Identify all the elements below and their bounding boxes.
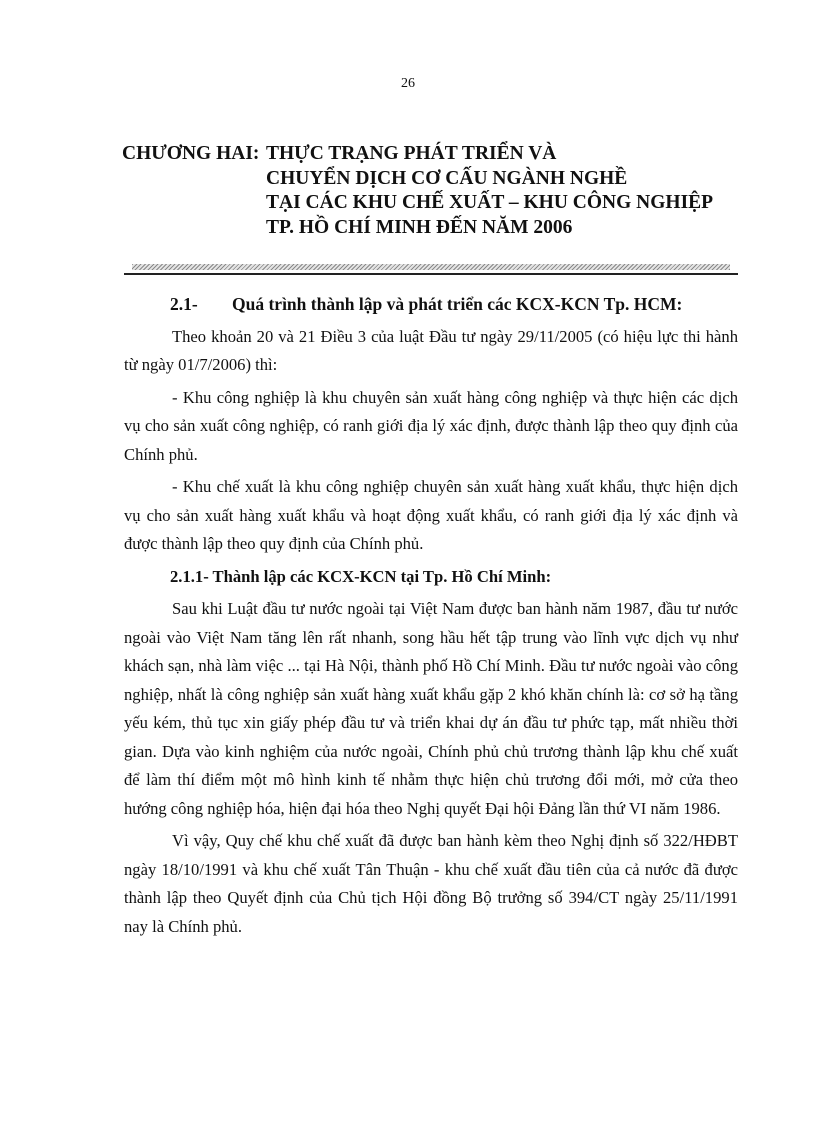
chapter-title [266, 142, 713, 240]
paragraph: Sau khi Luật đầu tư nước ngoài tại Việt Nam được ban hành năm 1987, đầu tư nước ngoài vào Việt Nam tăng lên rất nhanh, song hầu hết tập trung vào lĩnh vực dịch vụ như khách sạn, nhà làm việc ... tại Hà Nội, thành phố Hồ Chí Minh. Đầu tư nước ngoài vào công nghiệp, nhất là công nghiệp sản xuất hàng xuất khẩu gặp 2 khó khăn chính là: cơ sở hạ tầng yếu kém, thủ tục xin giấy phép đầu tư và triển khai dự án đầu tư phức tạp, mất nhiều thời gian. Dựa vào kinh nghiệm của nước ngoài, Chính phủ chủ trương thành lập khu chế xuất để làm thí điểm một mô hình kinh tế nhằm thực hiện chủ trương đổi mới, mở cửa theo hướng công nghiệp hóa, hiện đại hóa theo Nghị quyết Đại hội Đảng lần thứ VI năm 1986. [124, 599, 738, 818]
paragraph: Theo khoản 20 và 21 Điều 3 của luật Đầu tư ngày 29/11/2005 (có hiệu lực thi hành từ ngày 01/7/2006) thì: [124, 326, 738, 374]
divider-line [124, 273, 738, 275]
chapter-title-line: CHUYỂN DỊCH CƠ CẤU NGÀNH NGHỀ [266, 167, 628, 189]
chapter-divider [124, 264, 738, 276]
hatched-band [132, 264, 730, 270]
chapter-title-line: TẠI CÁC KHU CHẾ XUẤT – KHU CÔNG NGHIỆP [266, 192, 714, 213]
paragraph: - Khu công nghiệp là khu chuyên sản xuất hàng công nghiệp và thực hiện các dịch vụ cho sản xuất công nghiệp, có ranh giới địa lý xác định, được thành lập theo quy định của Chính phủ. [124, 387, 738, 464]
chapter-heading [122, 142, 713, 240]
body-content [124, 290, 738, 945]
subsection-heading: 2.1.1- Thành lập các KCX-KCN tại Tp. Hồ Chí Minh: [170, 566, 552, 586]
section-title: Quá trình thành lập và phát triển các KCX-KCN Tp. HCM: [232, 294, 683, 314]
chapter-title-line: THỰC TRẠNG PHÁT TRIỂN VÀ [266, 143, 557, 164]
chapter-label: CHƯƠNG HAI: [122, 143, 260, 164]
section-heading [170, 290, 738, 319]
chapter-title-line: TP. HỒ CHÍ MINH ĐẾN NĂM 2006 [266, 216, 573, 238]
paragraph: Vì vậy, Quy chế khu chế xuất đã được ban hành kèm theo Nghị định số 322/HĐBT ngày 18/10/1991 và khu chế xuất Tân Thuận - khu chế xuất đầu tiên của cả nước đã được thành lập theo Quyết định của Chủ tịch Hội đồng Bộ trưởng số 394/CT ngày 25/11/1991 nay là Chính phủ. [124, 831, 738, 936]
section-number: 2.1- [170, 294, 198, 314]
paragraph: - Khu chế xuất là khu công nghiệp chuyên sản xuất hàng xuất khẩu, thực hiện dịch vụ cho sản xuất hàng xuất khẩu và hoạt động xuất khẩu, có ranh giới địa lý xác định và được thành lập theo quy định của Chính phủ. [124, 477, 738, 553]
page-number: 26 [401, 76, 415, 91]
